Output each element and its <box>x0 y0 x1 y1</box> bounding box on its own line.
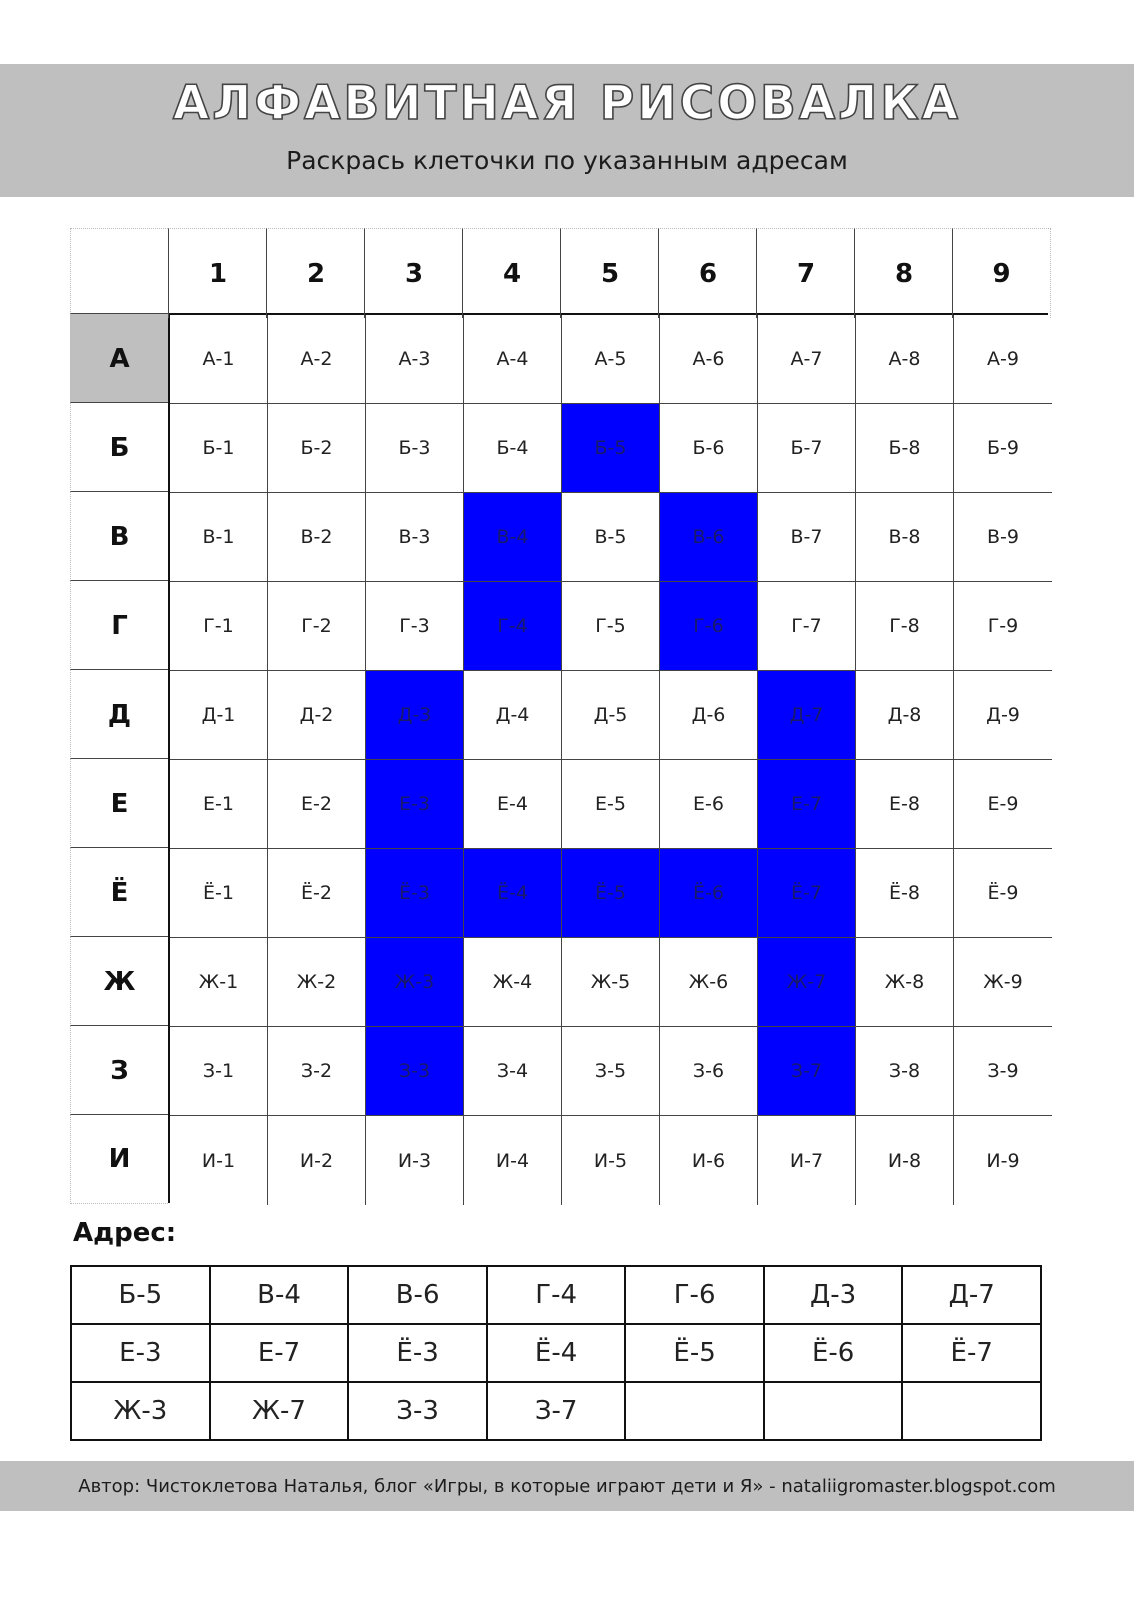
grid-cell[interactable]: Б-6 <box>660 404 758 493</box>
grid-cell[interactable]: Б-9 <box>954 404 1052 493</box>
row-header: Ё <box>70 847 168 937</box>
grid-cell-filled[interactable]: Ё-6 <box>660 849 758 938</box>
grid-cell[interactable]: И-7 <box>758 1116 856 1205</box>
grid-cell[interactable]: В-1 <box>170 493 268 582</box>
grid-cell-filled[interactable]: З-7 <box>758 1027 856 1116</box>
address-cell: Ж-7 <box>210 1382 349 1440</box>
grid-cell[interactable]: Г-5 <box>562 582 660 671</box>
grid-cell[interactable]: Б-7 <box>758 404 856 493</box>
grid-cell[interactable]: Г-2 <box>268 582 366 671</box>
address-row <box>71 1382 1041 1440</box>
column-header: 2 <box>266 228 365 318</box>
grid-cell[interactable]: Д-5 <box>562 671 660 760</box>
column-header: 3 <box>364 228 463 318</box>
grid-cell[interactable]: Ж-8 <box>856 938 954 1027</box>
row-header: Г <box>70 580 168 670</box>
header-banner <box>0 64 1134 197</box>
grid-cell[interactable]: Ж-9 <box>954 938 1052 1027</box>
grid-cell-filled[interactable]: Ё-3 <box>366 849 464 938</box>
grid-cell[interactable]: Е-1 <box>170 760 268 849</box>
row-header: И <box>70 1114 168 1204</box>
grid-cell[interactable]: Д-6 <box>660 671 758 760</box>
column-header: 7 <box>756 228 855 318</box>
grid-cell[interactable]: А-1 <box>170 315 268 404</box>
column-header: 6 <box>658 228 757 318</box>
row-header: З <box>70 1025 168 1115</box>
column-header: 8 <box>854 228 953 318</box>
grid-cell-filled[interactable]: Е-7 <box>758 760 856 849</box>
grid-cell[interactable]: Д-2 <box>268 671 366 760</box>
grid-cell[interactable]: В-7 <box>758 493 856 582</box>
grid-cell[interactable]: Е-6 <box>660 760 758 849</box>
address-cell: Д-3 <box>764 1266 903 1324</box>
grid-cell-filled[interactable]: Ё-7 <box>758 849 856 938</box>
grid-cell-filled[interactable]: Д-7 <box>758 671 856 760</box>
grid-cell[interactable]: З-6 <box>660 1027 758 1116</box>
grid-cell-filled[interactable]: Г-4 <box>464 582 562 671</box>
grid-cell[interactable]: А-6 <box>660 315 758 404</box>
address-cell <box>764 1382 903 1440</box>
grid-cell[interactable]: Г-3 <box>366 582 464 671</box>
grid-cell-filled[interactable]: Ё-5 <box>562 849 660 938</box>
grid-cell-filled[interactable]: Е-3 <box>366 760 464 849</box>
grid-cell[interactable]: И-6 <box>660 1116 758 1205</box>
grid-cell[interactable]: И-5 <box>562 1116 660 1205</box>
grid-cell[interactable]: З-8 <box>856 1027 954 1116</box>
grid-cell[interactable]: Ё-9 <box>954 849 1052 938</box>
address-cell: В-6 <box>348 1266 487 1324</box>
grid-cell[interactable]: Е-4 <box>464 760 562 849</box>
grid-cell[interactable]: И-1 <box>170 1116 268 1205</box>
column-header: 9 <box>952 228 1051 318</box>
address-cell: Ж-3 <box>71 1382 210 1440</box>
grid-cell[interactable]: Г-8 <box>856 582 954 671</box>
grid-cell[interactable]: Е-2 <box>268 760 366 849</box>
grid-cell-filled[interactable]: Г-6 <box>660 582 758 671</box>
address-cell: Е-7 <box>210 1324 349 1382</box>
grid-cell[interactable]: В-5 <box>562 493 660 582</box>
grid-cell[interactable]: Ё-8 <box>856 849 954 938</box>
grid-cell[interactable]: А-2 <box>268 315 366 404</box>
address-cell: В-4 <box>210 1266 349 1324</box>
grid-cell[interactable]: Ж-4 <box>464 938 562 1027</box>
grid-cell[interactable]: Ё-2 <box>268 849 366 938</box>
grid-cell[interactable]: А-4 <box>464 315 562 404</box>
grid-cell[interactable]: Б-2 <box>268 404 366 493</box>
page-title: АЛФАВИТНАЯ РИСОВАЛКА <box>172 76 962 131</box>
grid-cell[interactable]: А-7 <box>758 315 856 404</box>
address-cell <box>625 1382 763 1440</box>
grid-cell[interactable]: А-3 <box>366 315 464 404</box>
grid-cell[interactable]: А-8 <box>856 315 954 404</box>
grid-cell[interactable]: Ж-1 <box>170 938 268 1027</box>
grid-cell[interactable]: Д-4 <box>464 671 562 760</box>
grid-cell-filled[interactable]: В-4 <box>464 493 562 582</box>
grid-cells <box>168 313 1048 1203</box>
grid-cell[interactable]: Б-4 <box>464 404 562 493</box>
grid-cell[interactable]: Ё-1 <box>170 849 268 938</box>
row-header: А <box>70 313 168 403</box>
address-row <box>71 1266 1041 1324</box>
grid-cell[interactable]: Ж-6 <box>660 938 758 1027</box>
address-cell: Д-7 <box>902 1266 1041 1324</box>
grid-cell[interactable]: В-8 <box>856 493 954 582</box>
grid-cell[interactable]: З-2 <box>268 1027 366 1116</box>
grid-cell-filled[interactable]: Ж-3 <box>366 938 464 1027</box>
grid-cell[interactable]: Ж-5 <box>562 938 660 1027</box>
column-header: 5 <box>560 228 659 318</box>
grid-cell[interactable]: Е-5 <box>562 760 660 849</box>
address-cell: Г-4 <box>487 1266 626 1324</box>
grid-cell-filled[interactable]: Ё-4 <box>464 849 562 938</box>
grid-cell-filled[interactable]: Ж-7 <box>758 938 856 1027</box>
row-header: В <box>70 491 168 581</box>
grid-cell[interactable]: И-3 <box>366 1116 464 1205</box>
row-header: Ж <box>70 936 168 1026</box>
grid-cell-filled[interactable]: В-6 <box>660 493 758 582</box>
grid-cell[interactable]: Д-9 <box>954 671 1052 760</box>
address-row <box>71 1324 1041 1382</box>
row-header: Е <box>70 758 168 848</box>
row-header: Д <box>70 669 168 759</box>
grid-cell[interactable]: И-4 <box>464 1116 562 1205</box>
address-cell: З-7 <box>487 1382 626 1440</box>
row-header: Б <box>70 402 168 492</box>
grid-cell[interactable]: Г-9 <box>954 582 1052 671</box>
grid-cell-filled[interactable]: З-3 <box>366 1027 464 1116</box>
grid-cell[interactable]: Г-7 <box>758 582 856 671</box>
grid-cell[interactable]: Б-8 <box>856 404 954 493</box>
address-cell: Г-6 <box>625 1266 763 1324</box>
grid-cell[interactable]: Е-8 <box>856 760 954 849</box>
grid-cell[interactable]: Б-1 <box>170 404 268 493</box>
grid-cell[interactable]: Б-3 <box>366 404 464 493</box>
address-cell: Ё-3 <box>348 1324 487 1382</box>
address-cell: Е-3 <box>71 1324 210 1382</box>
page-subtitle: Раскрась клеточки по указанным адресам <box>286 146 848 175</box>
grid-cell[interactable]: З-1 <box>170 1027 268 1116</box>
grid-cell[interactable]: Д-8 <box>856 671 954 760</box>
grid-cell[interactable]: И-2 <box>268 1116 366 1205</box>
grid-cell[interactable]: З-4 <box>464 1027 562 1116</box>
address-cell: Ё-7 <box>902 1324 1041 1382</box>
grid-cell[interactable]: И-8 <box>856 1116 954 1205</box>
address-cell <box>902 1382 1041 1440</box>
grid-cell[interactable]: А-5 <box>562 315 660 404</box>
address-cell: Ё-6 <box>764 1324 903 1382</box>
grid-cell[interactable]: А-9 <box>954 315 1052 404</box>
grid-cell[interactable]: Г-1 <box>170 582 268 671</box>
grid-cell[interactable]: Д-1 <box>170 671 268 760</box>
grid-cell-filled[interactable]: Д-3 <box>366 671 464 760</box>
grid-corner <box>70 228 168 318</box>
grid-cell[interactable]: В-3 <box>366 493 464 582</box>
column-header: 1 <box>168 228 267 318</box>
grid-cell[interactable]: З-9 <box>954 1027 1052 1116</box>
address-table <box>70 1265 1042 1441</box>
footer-credit: Автор: Чистоклетова Наталья, блог «Игры, в которые играют дети и Я» - nataliigromaster.blogspot.com <box>78 1475 1056 1497</box>
grid-cell[interactable]: В-9 <box>954 493 1052 582</box>
grid-cell[interactable]: Ж-2 <box>268 938 366 1027</box>
address-cell: Ё-5 <box>625 1324 763 1382</box>
grid-cell[interactable]: З-5 <box>562 1027 660 1116</box>
grid-cell[interactable]: И-9 <box>954 1116 1052 1205</box>
column-header: 4 <box>462 228 561 318</box>
grid-cell[interactable]: В-2 <box>268 493 366 582</box>
address-cell: З-3 <box>348 1382 487 1440</box>
address-label: Адрес: <box>73 1218 177 1248</box>
address-cell: Б-5 <box>71 1266 210 1324</box>
grid-cell-filled[interactable]: Б-5 <box>562 404 660 493</box>
grid-cell[interactable]: Е-9 <box>954 760 1052 849</box>
address-cell: Ё-4 <box>487 1324 626 1382</box>
footer <box>0 1461 1134 1511</box>
